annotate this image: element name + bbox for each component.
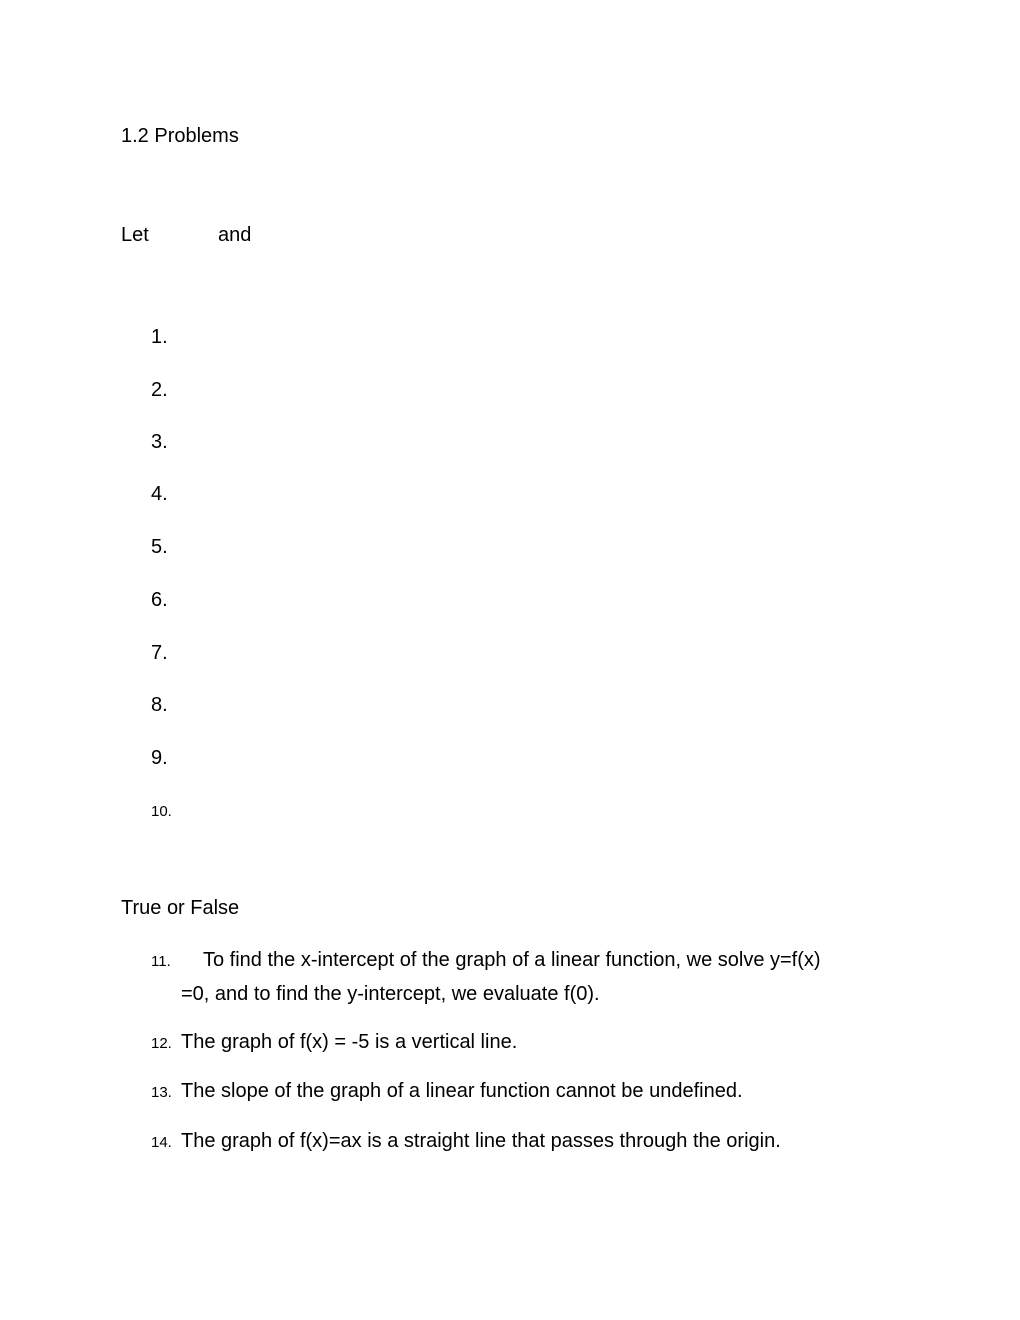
problem-number-7: 7. [151,642,168,664]
problem-number-4: 4. [151,483,168,505]
section-heading-true-false: True or False [121,897,240,919]
tf-item-text: The slope of the graph of a linear function cannot be undefined. [181,1080,743,1102]
problem-number-10: 10. [151,803,172,820]
problem-number-5: 5. [151,536,168,558]
problem-number-3: 3. [151,431,168,453]
tf-item-number: 11. [151,953,171,970]
problem-number-8: 8. [151,694,168,716]
let-text: Let [121,224,149,246]
tf-item-11 [151,944,891,1011]
page-title: 1.2 Problems [121,125,239,147]
tf-item-12 [151,1026,891,1060]
tf-item-text: The graph of f(x) = -5 is a vertical line. [181,1031,518,1053]
tf-item-text-line2: =0, and to find the y-intercept, we evaluate f(0). [181,983,600,1005]
tf-item-text-line1: To find the x-intercept of the graph of a linear function, we solve y=f(x) [203,949,821,971]
tf-item-number: 14. [151,1134,172,1151]
and-text: and [218,224,252,246]
problem-number-9: 9. [151,747,168,769]
problem-number-2: 2. [151,379,168,401]
problem-number-6: 6. [151,589,168,611]
tf-item-14 [151,1125,891,1159]
tf-item-13 [151,1075,891,1109]
problem-number-1: 1. [151,326,168,348]
tf-item-text: The graph of f(x)=ax is a straight line that passes through the origin. [181,1130,781,1152]
tf-item-number: 13. [151,1084,172,1101]
tf-item-number: 12. [151,1035,172,1052]
